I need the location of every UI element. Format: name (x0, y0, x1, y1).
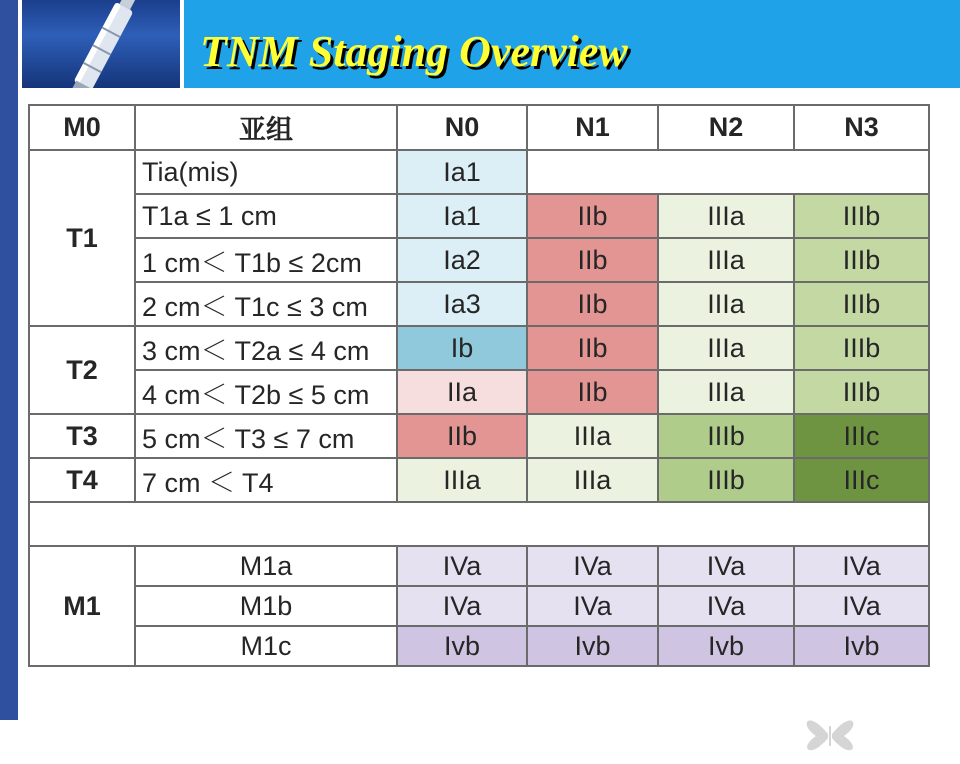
header-subgroup: 亚组 (135, 105, 397, 150)
stage-cell: IVa (658, 586, 794, 626)
tnm-staging-table (28, 104, 930, 667)
stage-cell: Ivb (527, 626, 658, 666)
table-row (29, 626, 929, 666)
stage-cell: IIa (397, 370, 527, 414)
table-row (29, 194, 929, 238)
subgroup-cell: M1c (135, 626, 397, 666)
stage-cell: IVa (794, 586, 929, 626)
stage-cell: IIIb (794, 238, 929, 282)
subgroup-cell: T1a ≤ 1 cm (135, 194, 397, 238)
stage-cell: IIIb (658, 414, 794, 458)
stage-cell: IIIb (794, 326, 929, 370)
table-header-row (29, 105, 929, 150)
stage-cell: IIIa (658, 370, 794, 414)
stage-cell: IVa (397, 586, 527, 626)
stage-cell: IVa (658, 546, 794, 586)
table-row (29, 586, 929, 626)
stage-cell: IIIa (527, 414, 658, 458)
header-n3: N3 (794, 105, 929, 150)
table-row (29, 458, 929, 502)
stage-cell: IIIa (658, 194, 794, 238)
stage-cell: IIIa (658, 282, 794, 326)
subgroup-cell: 2 cm＜ T1c ≤ 3 cm (135, 282, 397, 326)
butterfly-watermark-icon (798, 704, 948, 764)
t-category-label: T2 (29, 326, 135, 414)
stage-cell: IIb (527, 238, 658, 282)
left-accent-bar (0, 0, 18, 720)
header-n0: N0 (397, 105, 527, 150)
subgroup-cell: M1b (135, 586, 397, 626)
stage-cell: IIIa (397, 458, 527, 502)
stage-cell: IIIc (794, 414, 929, 458)
syringe-icon (22, 0, 180, 88)
stage-cell: IIb (397, 414, 527, 458)
table-row (29, 546, 929, 586)
stage-cell: IVa (527, 546, 658, 586)
subgroup-cell: 3 cm＜ T2a ≤ 4 cm (135, 326, 397, 370)
header-n2: N2 (658, 105, 794, 150)
table-row (29, 282, 929, 326)
stage-cell: IIIb (794, 370, 929, 414)
subgroup-cell: 7 cm ＜ T4 (135, 458, 397, 502)
table-row (29, 326, 929, 370)
header-n1: N1 (527, 105, 658, 150)
t-category-label: T4 (29, 458, 135, 502)
table-row (29, 238, 929, 282)
stage-cell: IIIa (658, 326, 794, 370)
stage-cell: Ivb (397, 626, 527, 666)
subgroup-cell: M1a (135, 546, 397, 586)
stage-cell: IIIb (658, 458, 794, 502)
stage-cell: IVa (527, 586, 658, 626)
stage-cell: IIIb (794, 194, 929, 238)
spacer-row (29, 502, 929, 546)
t-category-label: T3 (29, 414, 135, 458)
stage-cell: IIIb (794, 282, 929, 326)
stage-cell: IVa (794, 546, 929, 586)
stage-cell: IIb (527, 326, 658, 370)
table-row (29, 370, 929, 414)
stage-cell: Ivb (658, 626, 794, 666)
stage-cell: Ivb (794, 626, 929, 666)
subgroup-cell: 5 cm＜ T3 ≤ 7 cm (135, 414, 397, 458)
subgroup-cell: Tia(mis) (135, 150, 397, 194)
stage-cell: Ia1 (397, 150, 527, 194)
stage-cell: IVa (397, 546, 527, 586)
spacer-cell (29, 502, 929, 546)
stage-cell: Ib (397, 326, 527, 370)
stage-cell: IIIc (794, 458, 929, 502)
tnm-table-panel (28, 104, 931, 676)
table-row (29, 414, 929, 458)
slide-title: TNM Staging Overview (200, 27, 628, 76)
stage-cell: Ia3 (397, 282, 527, 326)
syringe-photo (22, 0, 180, 88)
t-category-label: T1 (29, 150, 135, 326)
m1-category-label: M1 (29, 546, 135, 666)
stage-cell: IIIa (658, 238, 794, 282)
stage-cell: Ia1 (397, 194, 527, 238)
stage-cell: IIb (527, 370, 658, 414)
stage-cell: IIb (527, 282, 658, 326)
stage-cell: IIb (527, 194, 658, 238)
stage-cell: Ia2 (397, 238, 527, 282)
table-row (29, 150, 929, 194)
header-m0: M0 (29, 105, 135, 150)
subgroup-cell: 4 cm＜ T2b ≤ 5 cm (135, 370, 397, 414)
subgroup-cell: 1 cm＜ T1b ≤ 2cm (135, 238, 397, 282)
stage-cell: IIIa (527, 458, 658, 502)
empty-cell (527, 150, 929, 194)
